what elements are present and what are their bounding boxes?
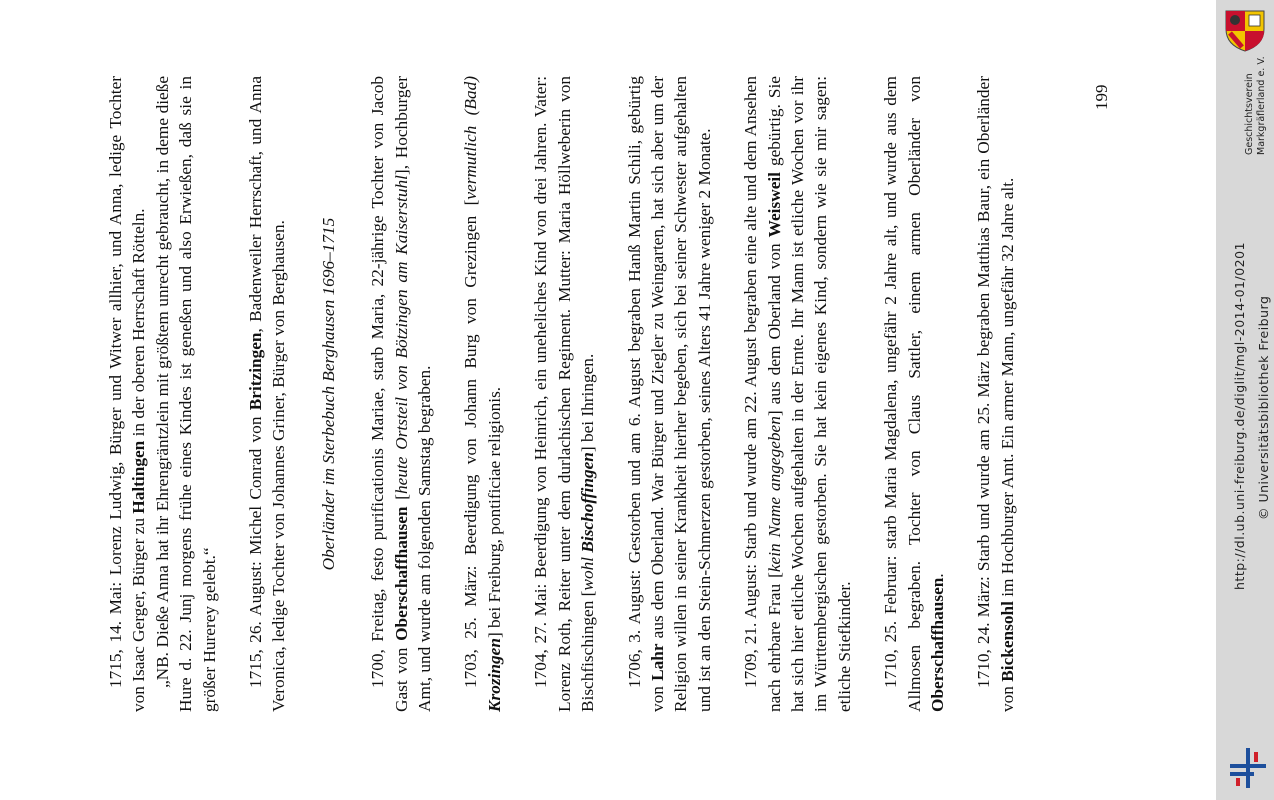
entry-1715-08-26: 1715, 26. August: Michel Conrad von Britzingen, Badenweiler Herrschaft, und Anna Veronica, ledige Tochter von Johannes Griner, Bürger von Berghausen. <box>246 76 289 712</box>
section-heading: Oberländer im Sterbebuch Berghausen 1696–1715 <box>318 217 338 571</box>
entry-1710-02: 1710, 25. Februar: starb Maria Magdalena, ungefähr 2 Jahre alt, und wurde aus dem Allmosen begraben. Tochter von Claus Sattler, einem armen Oberländer von Oberschaffhausen. <box>881 76 947 712</box>
coat-of-arms-icon <box>1222 7 1268 53</box>
copyright-notice: © Universitätsbibliothek Freiburg <box>1256 295 1271 520</box>
document-text-column <box>104 76 1019 712</box>
entry-1715-05-14: 1715, 14. Mai: Lorenz Ludwig, Bürger und Witwer allhier, und Anna, ledige Tochter von Isaac Gerger, Bürger zu Haltingen in der oberen Herrschaft Rötteln. <box>106 76 149 712</box>
entry-1704: 1704, 27. Mai: Beerdigung von Heinrich, ein uneheliches Kind von drei Jahren. Vater: Lorenz Roth, Reiter unter dem durlachischen Regiment. Mutter: Maria Höllweberin von Bischfischingen [wohl Bischoffingen] bei Ihringen. <box>531 76 598 712</box>
source-url-link[interactable]: http://dl.ub.uni-freiburg.de/diglit/mgl-2014-01/0201 <box>1232 241 1247 590</box>
entry-1700: 1700, Freitag, festo purificationis Mariae, starb Maria, 22-jährige Tochter von Jacob Gast von Oberschaffhausen [heute Ortsteil von Bötzingen am Kaiserstuhl], Hochburger Amt, und wurde am folgenden Samstag begraben. <box>368 76 435 712</box>
association-name-line1: Geschichtsverein <box>1244 73 1255 155</box>
note-paragraph: „NB. Dieße Anna hat ihr Ehrengräntzlein mit größtem unrecht gebraucht, in deme dieße Hure d. 22. Junj morgens frühe eines Kindes ist geneßen und also Erwießen, daß sie in größer Hurerey gelebt.“ <box>152 76 219 712</box>
university-library-logo-icon <box>1228 744 1268 790</box>
entry-1706: 1706, 3. August: Gestorben und am 6. August begraben Hanß Martin Schili, gebürtig von Lahr aus dem Oberland. War Bürger und Ziegler zu Weingarten, hat sich aber um der Religion willen in seiner Krankheit hierher begeben, sich bei seiner Schwester aufgehalten und ist an den Stein-Schmerzen gestorben, seines Alters 41 Jahre weniger 2 Monate. <box>624 76 714 712</box>
page-number: 199 <box>1092 84 1111 110</box>
entry-1703: 1703, 25. März: Beerdigung von Johann Burg von Grezingen [vermutlich (Bad) Krozingen] bei Freiburg, pontificiae religionis. <box>461 76 504 712</box>
entry-1709: 1709, 21. August: Starb und wurde am 22. August begraben eine alte und dem Ansehen nach ehrbare Frau [kein Name angegeben] aus dem Oberland von Weisweil gebürtig. Sie hat sich hier etliche Wochen aufgehalten in der Ernte. Ihr Mann ist etliche Wochen vor ihr im Württembergischen gestorben. Sie hat kein eigenes Kind, sondern wie sie mir sagen: etliche Stiefkinder. <box>741 76 854 712</box>
association-name-line2: Markgräflerland e. V. <box>1256 56 1267 155</box>
entry-1710-03: 1710, 24. März: Starb und wurde am 25. März begraben Matthias Baur, ein Oberländer von Bickensohl im Hochburger Amt. Ein armer Mann, ungefähr 32 Jahre alt. <box>974 76 1017 712</box>
